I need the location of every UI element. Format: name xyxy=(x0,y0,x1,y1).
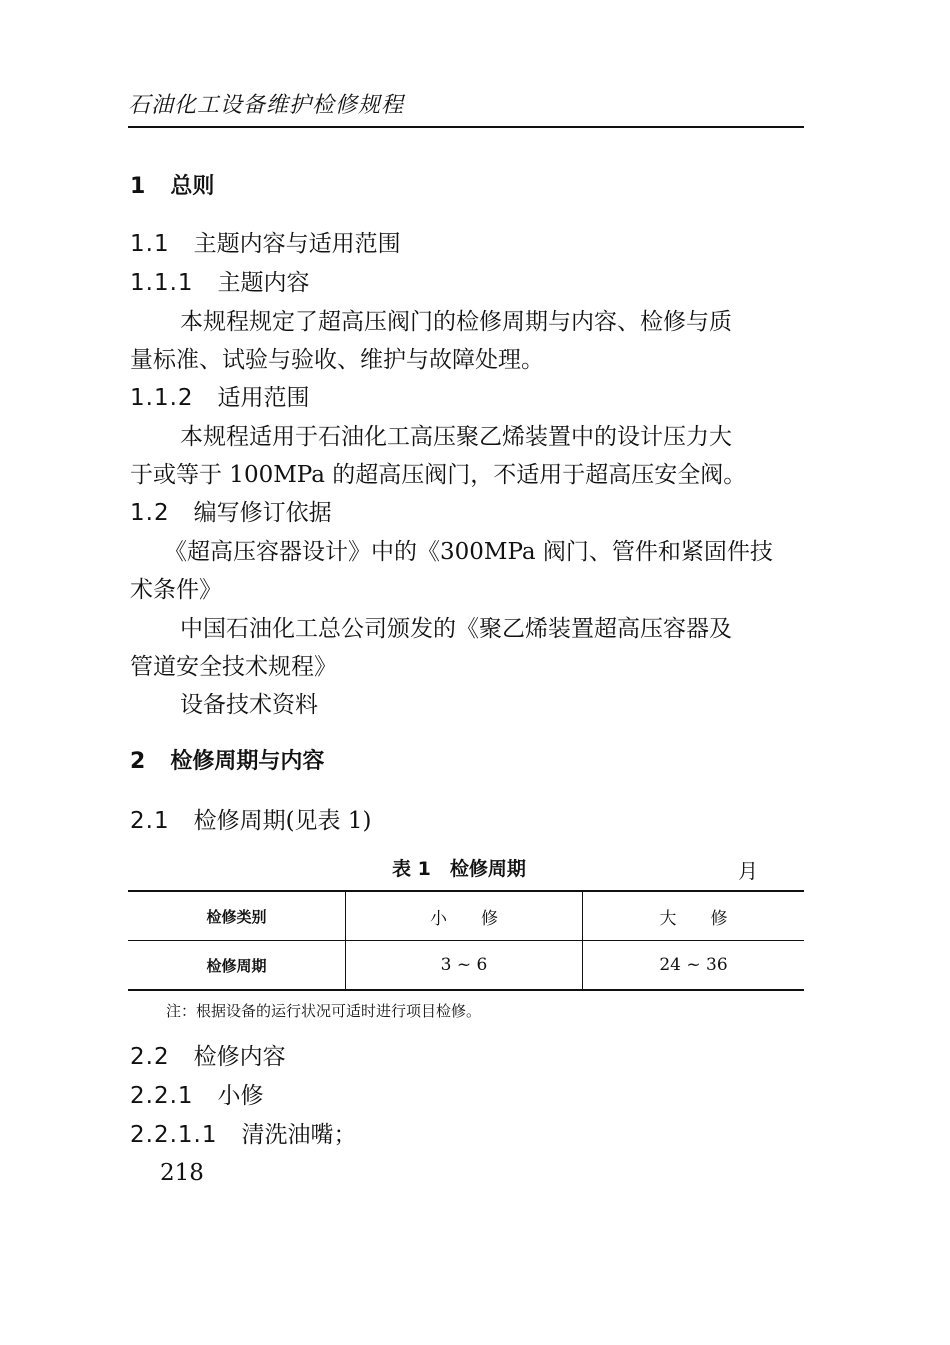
paragraph-line: 本规程规定了超高压阀门的检修周期与内容、检修与质 xyxy=(180,309,732,335)
table-header-row xyxy=(128,891,804,941)
section-number: 1.1 xyxy=(130,231,170,257)
table-cell: 检修类别 xyxy=(128,891,346,941)
section-title: 总则 xyxy=(170,174,215,199)
section-1-1-2-heading xyxy=(130,383,310,413)
section-number: 2.2.1.1 xyxy=(130,1122,218,1148)
table-cell: 检修周期 xyxy=(128,941,346,991)
section-1-heading xyxy=(130,172,214,202)
section-number: 1 xyxy=(130,174,147,199)
table-cell: 大 修 xyxy=(583,891,805,941)
table-cell: 3 ~ 6 xyxy=(346,941,583,991)
section-2-2-1-1-heading xyxy=(130,1120,356,1150)
section-title: 主题内容 xyxy=(217,270,310,296)
section-number: 2 xyxy=(130,749,147,774)
reference-line: 《超高压容器设计》中的《300MPa 阀门、管件和紧固件技 xyxy=(164,539,773,565)
section-number: 2.2.1 xyxy=(130,1083,194,1109)
section-number: 1.1.1 xyxy=(130,270,194,296)
page-number: 218 xyxy=(160,1160,204,1186)
table-cell: 24 ~ 36 xyxy=(659,955,728,975)
table-note: 注：根据设备的运行状况可适时进行项目检修。 xyxy=(166,1002,482,1020)
section-2-2-heading xyxy=(130,1042,286,1072)
section-title: 检修周期与内容 xyxy=(170,749,325,774)
section-2-2-1-heading xyxy=(130,1081,264,1111)
section-title: 清洗油嘴； xyxy=(241,1122,357,1148)
section-title: 检修内容 xyxy=(193,1044,286,1070)
reference-line: 管道安全技术规程》 xyxy=(130,654,337,680)
paragraph-line: 本规程适用于石油化工高压聚乙烯装置中的设计压力大 xyxy=(180,424,732,450)
reference-line: 术条件》 xyxy=(130,577,222,603)
header-rule xyxy=(128,126,804,128)
section-title: 适用范围 xyxy=(217,385,310,411)
section-title: 检修周期(见表 1) xyxy=(193,808,372,834)
section-1-1-1-heading xyxy=(130,268,310,298)
table-row xyxy=(128,941,804,991)
table-title: 表 1 检修周期 xyxy=(392,858,526,880)
reference-line: 设备技术资料 xyxy=(180,692,318,718)
table-unit: 月 xyxy=(738,859,758,883)
reference-line: 中国石油化工总公司颁发的《聚乙烯装置超高压容器及 xyxy=(180,616,732,642)
section-number: 2.2 xyxy=(130,1044,170,1070)
running-head: 石油化工设备维护检修规程 xyxy=(128,93,405,118)
section-2-heading xyxy=(130,747,324,777)
paragraph-line: 量标准、试验与验收、维护与故障处理。 xyxy=(130,347,544,373)
maintenance-period-table xyxy=(128,890,804,991)
section-2-1-heading xyxy=(130,806,371,836)
section-title: 主题内容与适用范围 xyxy=(193,231,401,257)
section-number: 1.1.2 xyxy=(130,385,194,411)
section-title: 编写修订依据 xyxy=(193,500,332,526)
section-1-1-heading xyxy=(130,229,401,259)
section-1-2-heading xyxy=(130,498,332,528)
paragraph-line: 于或等于 100MPa 的超高压阀门，不适用于超高压安全阀。 xyxy=(130,462,747,488)
section-number: 1.2 xyxy=(130,500,170,526)
section-title: 小修 xyxy=(217,1083,264,1109)
section-number: 2.1 xyxy=(130,808,170,834)
table-cell: 小 修 xyxy=(346,891,583,941)
